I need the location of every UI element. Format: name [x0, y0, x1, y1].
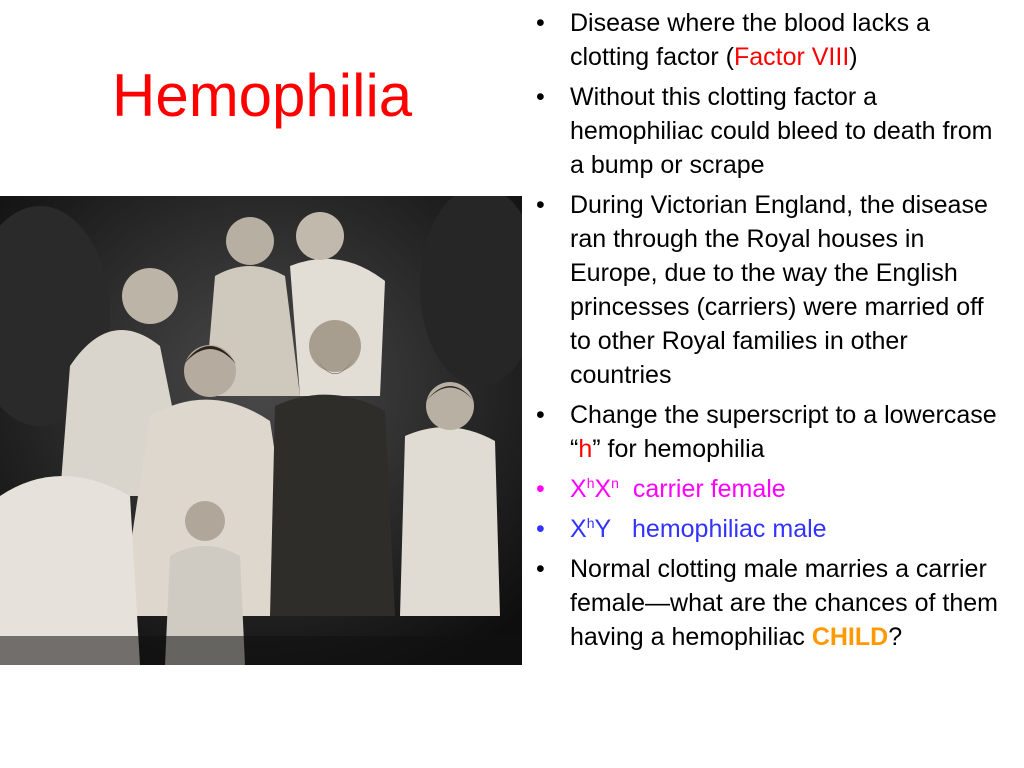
- bullet-marker: •: [536, 83, 545, 111]
- royal-family-photo: [0, 196, 522, 665]
- child-highlight: CHILD: [811, 623, 889, 651]
- bullet-item: • Without this clotting factor a hemophiliac could bleed to death from a bump or scrape: [530, 80, 1010, 182]
- bullet-marker: •: [536, 515, 545, 543]
- bullet-list: [530, 6, 1010, 660]
- bullet-marker: •: [536, 555, 545, 583]
- bullet-item-carrier-female: • $X^hX^n$ carrier female: [530, 472, 1010, 506]
- bullet-marker: •: [536, 401, 545, 429]
- royal-family-photo-illustration: [0, 196, 522, 665]
- bullet-item: • Disease where the blood lacks a clotting factor (Factor VIII): [530, 6, 1010, 74]
- bullet-marker: •: [536, 475, 545, 503]
- factor-viii-highlight: Factor VIII: [733, 43, 850, 71]
- bullet-item: • During Victorian England, the disease ran through the Royal houses in Europe, due to the way the English princesses (carriers) were married off to other Royal families in other countries: [530, 188, 1010, 392]
- slide-title: Hemophilia: [112, 62, 413, 129]
- bullet-item-hemophiliac-male: • $X^hY$ hemophiliac male: [530, 512, 1010, 546]
- lowercase-h-highlight: h: [578, 435, 593, 463]
- bullet-marker: •: [536, 9, 545, 37]
- bullet-item: • Normal clotting male marries a carrier female—what are the chances of them having a hemophiliac CHILD?: [530, 552, 1010, 654]
- bullet-marker: •: [536, 191, 545, 219]
- bullet-item: • Change the superscript to a lowercase “h” for hemophilia: [530, 398, 1010, 466]
